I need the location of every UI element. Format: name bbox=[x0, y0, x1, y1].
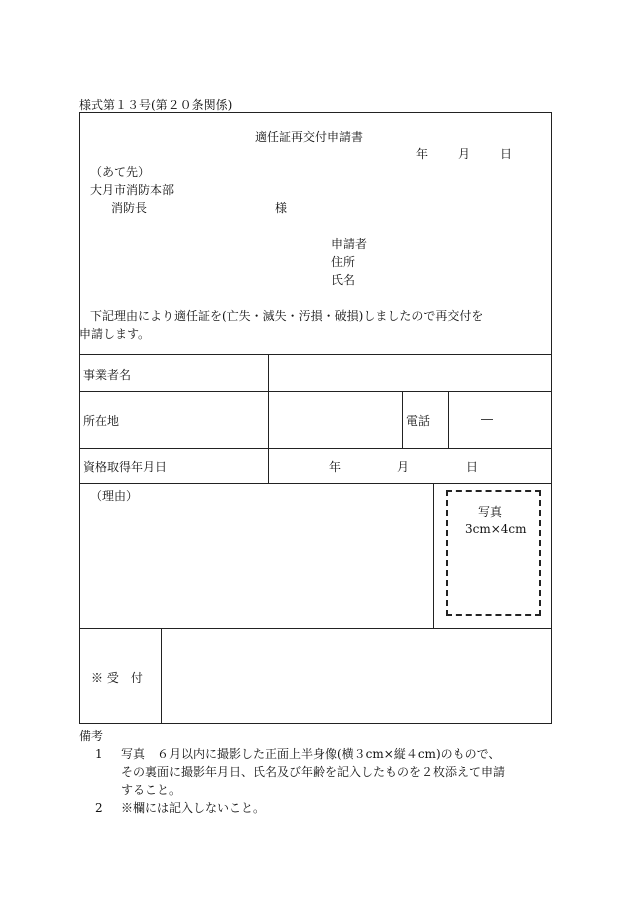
note-number: 1 bbox=[95, 747, 103, 761]
row-divider bbox=[79, 628, 552, 629]
column-divider bbox=[161, 628, 162, 724]
row-divider bbox=[79, 391, 552, 392]
location-field[interactable] bbox=[270, 393, 400, 446]
note-number: 2 bbox=[95, 801, 103, 815]
acquisition-year-label: 年 bbox=[329, 460, 342, 474]
note-text-line: 写真 ６月以内に撮影した正面上半身像(横３cm×縦４cm)のもので、 bbox=[121, 747, 501, 761]
statement-line-2: 申請します。 bbox=[79, 327, 151, 341]
note-text-line: その裏面に撮影年月日、氏名及び年齢を記入したものを２枚添えて申請 bbox=[121, 765, 506, 779]
column-divider bbox=[402, 391, 403, 448]
addressee-position: 消防長 bbox=[111, 201, 148, 215]
notes-heading: 備考 bbox=[79, 729, 104, 743]
column-divider bbox=[268, 354, 269, 483]
addressee-organization: 大月市消防本部 bbox=[90, 183, 175, 197]
row-divider bbox=[79, 483, 552, 484]
acquisition-month-label: 月 bbox=[397, 460, 410, 474]
column-divider bbox=[448, 391, 449, 448]
applicant-name-label: 氏名 bbox=[331, 273, 356, 287]
note-item bbox=[79, 745, 559, 763]
reception-label: ※ 受 付 bbox=[91, 671, 143, 685]
date-month-label: 月 bbox=[458, 147, 471, 161]
form-number: 様式第１３号(第２０条関係) bbox=[79, 98, 233, 112]
note-text-line: ※欄には記入しないこと。 bbox=[121, 801, 266, 815]
note-text-line: すること。 bbox=[121, 783, 182, 797]
photo-size: 3cm×4cm bbox=[465, 522, 527, 536]
location-label: 所在地 bbox=[83, 414, 120, 428]
notes-section bbox=[79, 727, 559, 817]
reason-label: （理由） bbox=[90, 489, 139, 503]
row-divider bbox=[79, 448, 552, 449]
applicant-address-label: 住所 bbox=[331, 255, 356, 269]
acquisition-day-label: 日 bbox=[466, 460, 479, 474]
form-title: 適任証再交付申請書 bbox=[255, 130, 364, 144]
phone-dash: ― bbox=[481, 412, 493, 426]
date-day-label: 日 bbox=[500, 147, 513, 161]
phone-field[interactable] bbox=[450, 393, 550, 446]
column-divider bbox=[433, 483, 434, 628]
applicant-label: 申請者 bbox=[331, 237, 368, 251]
statement-line-1: 下記理由により適任証を(亡失・滅失・汚損・破損)しましたので再交付を bbox=[90, 309, 484, 323]
photo-title: 写真 bbox=[478, 505, 503, 519]
business-name-label: 事業者名 bbox=[83, 368, 132, 382]
phone-label: 電話 bbox=[406, 414, 431, 428]
addressee-honorific: 様 bbox=[275, 201, 288, 215]
row-divider bbox=[79, 354, 552, 355]
note-item bbox=[79, 799, 559, 817]
date-year-label: 年 bbox=[416, 147, 429, 161]
acquisition-date-label: 資格取得年月日 bbox=[83, 460, 168, 474]
business-name-field[interactable] bbox=[270, 356, 550, 389]
addressee-label: （あて先） bbox=[90, 165, 151, 179]
reason-field[interactable] bbox=[81, 505, 431, 626]
